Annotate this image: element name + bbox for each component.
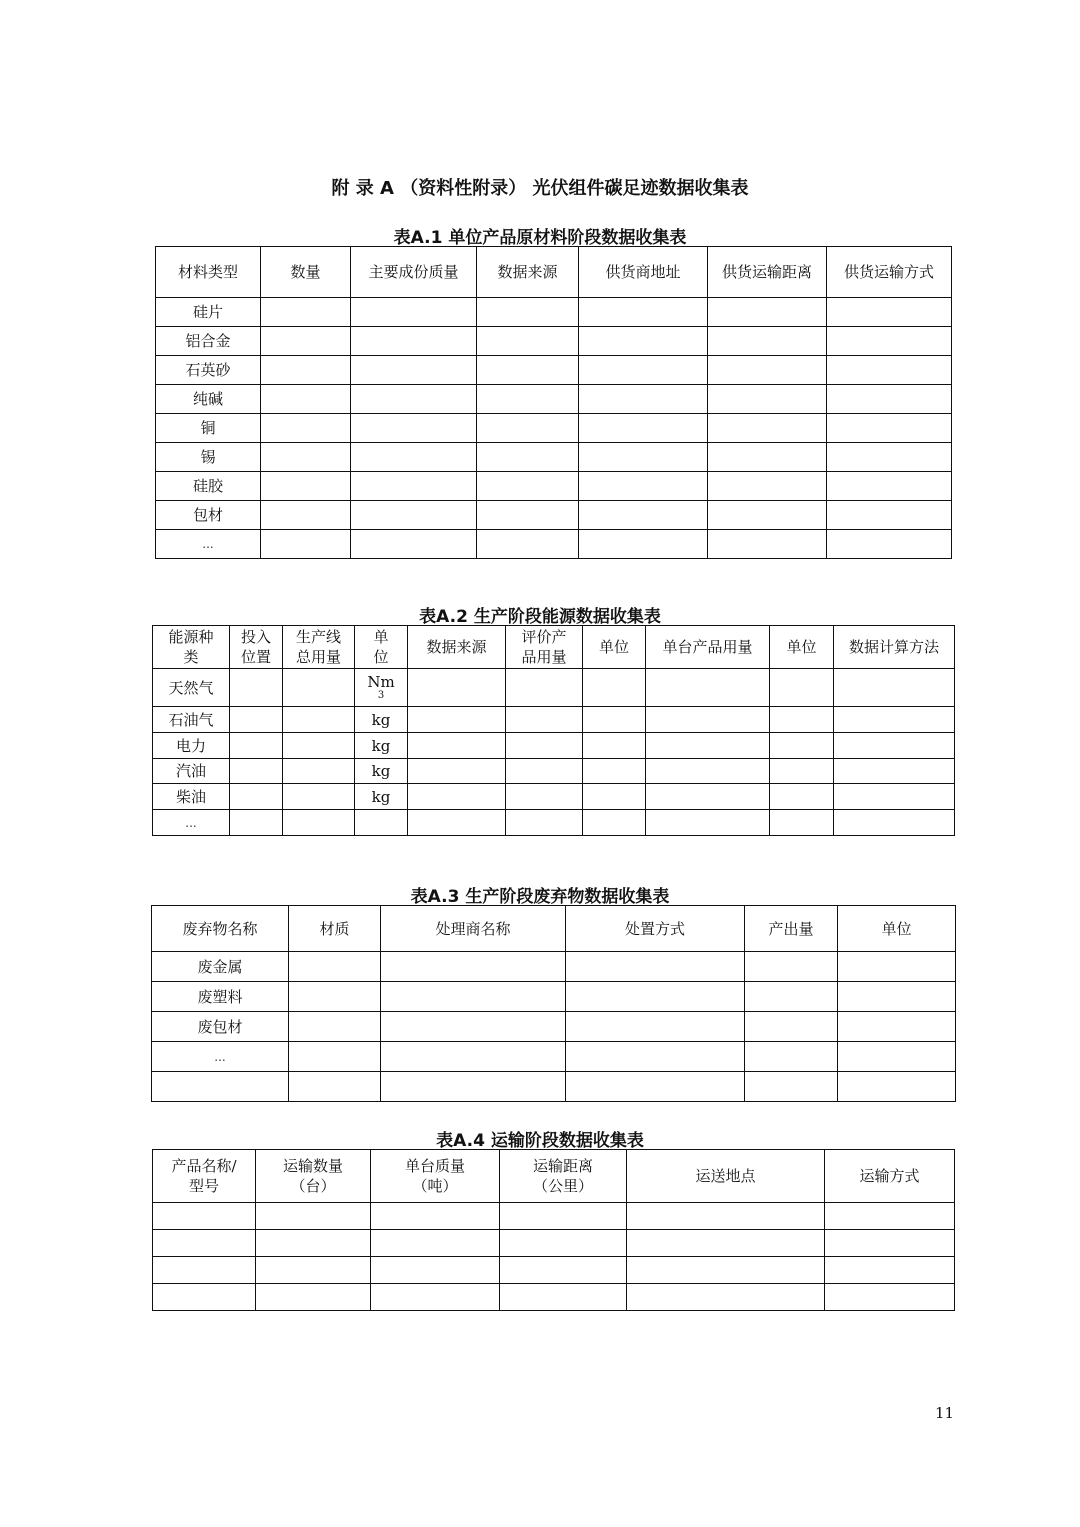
empty-cell xyxy=(770,759,834,784)
empty-cell xyxy=(834,733,955,759)
empty-cell xyxy=(351,298,477,327)
empty-cell xyxy=(770,784,834,810)
header-cell: 投入 位置 xyxy=(230,626,283,669)
header-cell: 材料类型 xyxy=(156,247,261,298)
empty-cell xyxy=(351,501,477,530)
empty-cell xyxy=(408,707,506,733)
unit-cell xyxy=(355,759,408,784)
empty-cell xyxy=(500,1203,627,1230)
empty-cell xyxy=(230,733,283,759)
empty-cell xyxy=(408,784,506,810)
empty-cell xyxy=(646,810,770,836)
header-cell: 供货商地址 xyxy=(579,247,708,298)
table-row xyxy=(153,810,955,836)
empty-cell xyxy=(838,1012,956,1042)
empty-cell xyxy=(351,385,477,414)
energy-type-cell: 天然气 xyxy=(153,669,230,707)
material-type-cell: 铜 xyxy=(156,414,261,443)
empty-cell xyxy=(289,982,381,1012)
empty-cell xyxy=(477,385,579,414)
empty-cell xyxy=(745,1072,838,1102)
unit-cell xyxy=(355,784,408,810)
empty-cell xyxy=(579,327,708,356)
unit-text: kg xyxy=(371,736,391,755)
header-cell: 运输数量 （台） xyxy=(256,1150,371,1203)
energy-type-cell: 柴油 xyxy=(153,784,230,810)
header-cell: 处置方式 xyxy=(566,906,745,952)
empty-cell xyxy=(627,1284,825,1311)
header-cell: 单台产品用量 xyxy=(646,626,770,669)
empty-cell xyxy=(289,1042,381,1072)
header-cell: 产品名称/ 型号 xyxy=(153,1150,256,1203)
empty-cell xyxy=(371,1284,500,1311)
unit-superscript: 3 xyxy=(377,689,385,701)
empty-cell xyxy=(708,327,827,356)
empty-cell xyxy=(566,1072,745,1102)
material-type-cell: 硅片 xyxy=(156,298,261,327)
unit-text: kg xyxy=(371,762,391,780)
empty-cell xyxy=(583,669,646,707)
empty-cell xyxy=(408,733,506,759)
material-type-cell: 铝合金 xyxy=(156,327,261,356)
empty-cell xyxy=(708,501,827,530)
empty-cell xyxy=(745,1042,838,1072)
empty-cell xyxy=(283,707,355,733)
empty-cell xyxy=(834,669,955,707)
empty-cell xyxy=(579,356,708,385)
empty-cell xyxy=(261,530,351,559)
table-row xyxy=(152,982,956,1012)
empty-cell xyxy=(708,472,827,501)
empty-cell xyxy=(827,327,952,356)
empty-cell xyxy=(827,530,952,559)
empty-cell xyxy=(838,1042,956,1072)
header-cell: 运输方式 xyxy=(825,1150,955,1203)
waste-name-cell: 废包材 xyxy=(152,1012,289,1042)
waste-name-cell: 废塑料 xyxy=(152,982,289,1012)
empty-cell xyxy=(351,472,477,501)
empty-cell xyxy=(566,1042,745,1072)
empty-cell xyxy=(381,1072,566,1102)
table-row xyxy=(156,385,952,414)
table-row xyxy=(153,707,955,733)
empty-cell xyxy=(627,1230,825,1257)
empty-cell xyxy=(834,810,955,836)
table-row xyxy=(152,1072,956,1102)
empty-cell xyxy=(261,501,351,530)
empty-cell xyxy=(153,1257,256,1284)
table-row xyxy=(156,414,952,443)
table-row xyxy=(153,1203,955,1230)
empty-cell xyxy=(230,784,283,810)
waste-name-cell: 废金属 xyxy=(152,952,289,982)
empty-cell xyxy=(770,810,834,836)
empty-cell xyxy=(381,1042,566,1072)
empty-cell xyxy=(408,759,506,784)
table-a2 xyxy=(152,625,955,836)
empty-cell xyxy=(256,1284,371,1311)
empty-cell xyxy=(745,952,838,982)
empty-cell xyxy=(283,810,355,836)
header-cell: 单位 xyxy=(838,906,956,952)
empty-cell xyxy=(381,1012,566,1042)
empty-cell xyxy=(261,298,351,327)
empty-cell xyxy=(834,759,955,784)
empty-cell xyxy=(827,443,952,472)
empty-cell xyxy=(289,1012,381,1042)
empty-cell xyxy=(256,1257,371,1284)
empty-cell xyxy=(838,1072,956,1102)
table-row xyxy=(152,906,956,952)
empty-cell xyxy=(583,784,646,810)
empty-cell xyxy=(371,1230,500,1257)
empty-cell xyxy=(408,810,506,836)
empty-cell xyxy=(827,472,952,501)
empty-cell xyxy=(381,952,566,982)
header-cell: 运送地点 xyxy=(627,1150,825,1203)
header-cell: 主要成份质量 xyxy=(351,247,477,298)
table-a4 xyxy=(152,1149,955,1311)
unit-text: kg xyxy=(371,787,391,806)
table-row xyxy=(153,1257,955,1284)
table-row xyxy=(156,501,952,530)
empty-cell xyxy=(708,356,827,385)
empty-cell xyxy=(579,530,708,559)
empty-cell xyxy=(230,759,283,784)
header-cell: 材质 xyxy=(289,906,381,952)
empty-cell xyxy=(583,810,646,836)
empty-cell xyxy=(827,414,952,443)
unit-text: Nm xyxy=(367,672,395,691)
table-row xyxy=(152,1042,956,1072)
unit-cell xyxy=(355,669,408,707)
empty-cell xyxy=(825,1257,955,1284)
empty-cell xyxy=(825,1284,955,1311)
table-row xyxy=(153,759,955,784)
empty-cell xyxy=(477,472,579,501)
header-cell: 单 位 xyxy=(355,626,408,669)
empty-cell xyxy=(381,982,566,1012)
header-cell: 供货运输方式 xyxy=(827,247,952,298)
empty-cell xyxy=(579,472,708,501)
empty-cell xyxy=(153,1284,256,1311)
empty-cell xyxy=(745,982,838,1012)
empty-cell xyxy=(289,1072,381,1102)
unit-text: kg xyxy=(371,710,391,729)
empty-cell xyxy=(261,443,351,472)
empty-cell xyxy=(745,1012,838,1042)
table-a1 xyxy=(155,246,952,559)
table-row xyxy=(156,530,952,559)
material-type-cell: 纯碱 xyxy=(156,385,261,414)
appendix-title: 附 录 A （资料性附录） 光伏组件碳足迹数据收集表 xyxy=(331,178,749,199)
energy-type-cell: 石油气 xyxy=(153,707,230,733)
table-row xyxy=(152,1012,956,1042)
energy-type-cell: 汽油 xyxy=(153,759,230,784)
material-type-cell: 石英砂 xyxy=(156,356,261,385)
table-a2-caption: 表A.2 生产阶段能源数据收集表 xyxy=(419,607,661,627)
empty-cell xyxy=(579,414,708,443)
empty-cell xyxy=(506,707,583,733)
page-number: 11 xyxy=(935,1404,955,1422)
table-row xyxy=(156,356,952,385)
empty-cell xyxy=(506,669,583,707)
empty-cell xyxy=(627,1203,825,1230)
table-row xyxy=(156,298,952,327)
empty-cell xyxy=(708,443,827,472)
empty-cell xyxy=(834,784,955,810)
header-cell: 运输距离 （公里） xyxy=(500,1150,627,1203)
empty-cell xyxy=(583,733,646,759)
table-row xyxy=(156,443,952,472)
empty-cell xyxy=(261,414,351,443)
header-cell: 单位 xyxy=(583,626,646,669)
table-row xyxy=(153,1230,955,1257)
empty-cell xyxy=(261,385,351,414)
empty-cell xyxy=(506,810,583,836)
empty-cell xyxy=(261,327,351,356)
empty-cell xyxy=(261,472,351,501)
empty-cell xyxy=(153,1230,256,1257)
empty-cell xyxy=(708,530,827,559)
empty-cell xyxy=(477,414,579,443)
empty-cell xyxy=(283,669,355,707)
unit-cell xyxy=(355,733,408,759)
empty-cell xyxy=(477,530,579,559)
empty-cell xyxy=(708,414,827,443)
header-cell: 数据来源 xyxy=(408,626,506,669)
table-row xyxy=(156,472,952,501)
empty-cell xyxy=(646,707,770,733)
empty-cell xyxy=(825,1203,955,1230)
table-a3 xyxy=(151,905,956,1102)
empty-cell xyxy=(283,759,355,784)
empty-cell xyxy=(566,1012,745,1042)
empty-cell xyxy=(579,501,708,530)
table-row xyxy=(153,1284,955,1311)
table-row xyxy=(156,327,952,356)
unit-cell xyxy=(355,810,408,836)
empty-cell xyxy=(230,810,283,836)
empty-cell xyxy=(256,1230,371,1257)
empty-cell xyxy=(408,669,506,707)
empty-cell xyxy=(579,385,708,414)
empty-cell xyxy=(351,356,477,385)
waste-name-cell xyxy=(152,1072,289,1102)
empty-cell xyxy=(827,298,952,327)
empty-cell xyxy=(283,733,355,759)
empty-cell xyxy=(506,784,583,810)
empty-cell xyxy=(827,385,952,414)
empty-cell xyxy=(827,356,952,385)
header-cell: 数据计算方法 xyxy=(834,626,955,669)
empty-cell xyxy=(351,327,477,356)
empty-cell xyxy=(351,414,477,443)
empty-cell xyxy=(646,669,770,707)
empty-cell xyxy=(351,530,477,559)
empty-cell xyxy=(371,1203,500,1230)
empty-cell xyxy=(708,298,827,327)
empty-cell xyxy=(153,1203,256,1230)
empty-cell xyxy=(838,952,956,982)
empty-cell xyxy=(708,385,827,414)
empty-cell xyxy=(477,298,579,327)
table-a4-caption: 表A.4 运输阶段数据收集表 xyxy=(436,1131,644,1151)
empty-cell xyxy=(230,707,283,733)
header-cell: 数据来源 xyxy=(477,247,579,298)
energy-type-cell: 电力 xyxy=(153,733,230,759)
table-row xyxy=(152,952,956,982)
empty-cell xyxy=(506,759,583,784)
empty-cell xyxy=(256,1203,371,1230)
table-row xyxy=(153,784,955,810)
header-cell: 废弃物名称 xyxy=(152,906,289,952)
empty-cell xyxy=(770,733,834,759)
table-row xyxy=(153,1150,955,1203)
empty-cell xyxy=(500,1284,627,1311)
material-type-cell: 包材 xyxy=(156,501,261,530)
empty-cell xyxy=(566,952,745,982)
header-cell: 单位 xyxy=(770,626,834,669)
empty-cell xyxy=(261,356,351,385)
unit-cell xyxy=(355,707,408,733)
material-type-cell: 锡 xyxy=(156,443,261,472)
header-cell: 供货运输距离 xyxy=(708,247,827,298)
empty-cell xyxy=(500,1257,627,1284)
empty-cell xyxy=(283,784,355,810)
energy-type-cell: ... xyxy=(153,810,230,836)
empty-cell xyxy=(646,733,770,759)
empty-cell xyxy=(506,733,583,759)
header-cell: 数量 xyxy=(261,247,351,298)
empty-cell xyxy=(289,952,381,982)
empty-cell xyxy=(351,443,477,472)
header-cell: 能源种 类 xyxy=(153,626,230,669)
empty-cell xyxy=(838,982,956,1012)
table-row xyxy=(156,247,952,298)
empty-cell xyxy=(477,356,579,385)
material-type-cell: 硅胶 xyxy=(156,472,261,501)
header-cell: 生产线 总用量 xyxy=(283,626,355,669)
empty-cell xyxy=(646,759,770,784)
empty-cell xyxy=(770,707,834,733)
empty-cell xyxy=(477,327,579,356)
empty-cell xyxy=(825,1230,955,1257)
empty-cell xyxy=(770,669,834,707)
empty-cell xyxy=(477,443,579,472)
empty-cell xyxy=(646,784,770,810)
table-row xyxy=(153,733,955,759)
empty-cell xyxy=(500,1230,627,1257)
table-row xyxy=(153,626,955,669)
empty-cell xyxy=(566,982,745,1012)
empty-cell xyxy=(371,1257,500,1284)
empty-cell xyxy=(579,298,708,327)
table-row xyxy=(153,669,955,707)
empty-cell xyxy=(583,707,646,733)
table-a3-caption: 表A.3 生产阶段废弃物数据收集表 xyxy=(410,887,670,907)
empty-cell xyxy=(579,443,708,472)
header-cell: 产出量 xyxy=(745,906,838,952)
empty-cell xyxy=(230,669,283,707)
header-cell: 评价产 品用量 xyxy=(506,626,583,669)
empty-cell xyxy=(583,759,646,784)
waste-name-cell: ... xyxy=(152,1042,289,1072)
header-cell: 处理商名称 xyxy=(381,906,566,952)
material-type-cell: ... xyxy=(156,530,261,559)
header-cell: 单台质量 （吨） xyxy=(371,1150,500,1203)
empty-cell xyxy=(827,501,952,530)
table-a1-caption: 表A.1 单位产品原材料阶段数据收集表 xyxy=(393,228,687,248)
empty-cell xyxy=(834,707,955,733)
empty-cell xyxy=(627,1257,825,1284)
empty-cell xyxy=(477,501,579,530)
